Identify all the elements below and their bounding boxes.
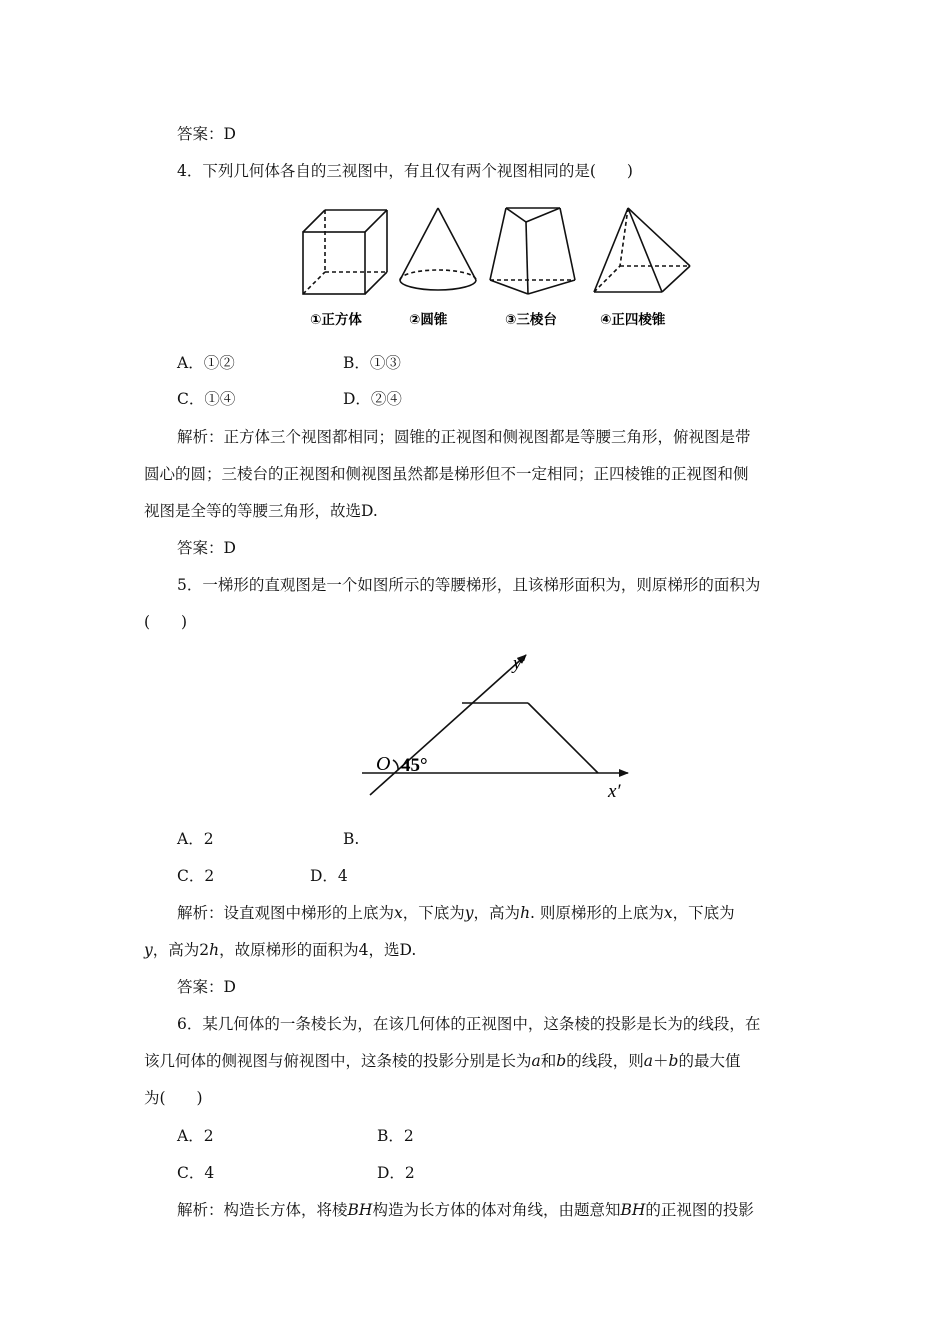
q5-answer: 答案：D	[177, 978, 236, 996]
q5-figure	[350, 645, 650, 805]
q4-analysis-2: 圆心的圆；三棱台的正视图和侧视图虽然都是梯形但不一定相同；正四棱锥的正视图和侧	[144, 465, 749, 483]
q6-option-a: A．2	[177, 1127, 214, 1145]
q6-stem-2: 该几何体的侧视图与俯视图中，这条棱的投影分别是长为a和b的线段，则a＋b的最大值	[144, 1052, 741, 1070]
q6-stem-1: 6．某几何体的一条棱长为，在该几何体的正视图中，这条棱的投影是长为的线段，在	[177, 1015, 761, 1033]
q5-option-c: C．2	[177, 867, 215, 885]
q4-analysis-3: 视图是全等的等腰三角形，故选D.	[144, 502, 378, 520]
q5-stem-2: ( )	[144, 613, 188, 631]
q4-option-b: B．①③	[343, 354, 401, 372]
caption-pyramid: ④正四棱锥	[600, 312, 666, 328]
q4-option-c: C．①④	[177, 390, 236, 408]
q5-analysis-1: 解析：设直观图中梯形的上底为x，下底为y，高为h. 则原梯形的上底为x，下底为	[177, 904, 735, 922]
q6-analysis: 解析：构造长方体，将棱BH构造为长方体的体对角线，由题意知BH的正视图的投影	[177, 1201, 754, 1219]
q5-option-b: B.	[343, 830, 360, 848]
q4-analysis-1: 解析：正方体三个视图都相同；圆锥的正视图和侧视图都是等腰三角形，俯视图是带	[177, 428, 751, 446]
caption-cone: ②圆锥	[409, 312, 448, 328]
q5-analysis-2: y，高为2h，故原梯形的面积为4，选D.	[144, 941, 417, 959]
q6-stem-3: 为( )	[144, 1089, 203, 1107]
x-axis-label: x′	[608, 781, 621, 802]
q6-option-c: C．4	[177, 1164, 215, 1182]
q4-option-d: D．②④	[343, 390, 402, 408]
answer-line: 答案：D	[177, 125, 236, 143]
q4-figure	[290, 200, 710, 340]
q5-option-d: D．4	[310, 867, 348, 885]
y-axis-label: y′	[513, 653, 526, 674]
q5-option-a: A．2	[177, 830, 214, 848]
angle-label: 45°	[401, 755, 428, 776]
q5-stem-1: 5．一梯形的直观图是一个如图所示的等腰梯形，且该梯形面积为，则原梯形的面积为	[177, 576, 761, 594]
cube-figure	[303, 210, 387, 294]
caption-cube: ①正方体	[310, 312, 362, 328]
q4-answer: 答案：D	[177, 539, 236, 557]
pyramid-figure	[594, 208, 690, 292]
q6-option-b: B．2	[377, 1127, 414, 1145]
frustum-figure	[490, 208, 575, 294]
q6-option-d: D．2	[377, 1164, 415, 1182]
q4-stem: 4．下列几何体各自的三视图中，有且仅有两个视图相同的是( )	[177, 162, 633, 180]
origin-label: O	[376, 753, 391, 775]
q4-option-a: A．①②	[177, 354, 235, 372]
caption-frustum: ③三棱台	[505, 312, 557, 328]
cone-figure	[400, 208, 476, 290]
